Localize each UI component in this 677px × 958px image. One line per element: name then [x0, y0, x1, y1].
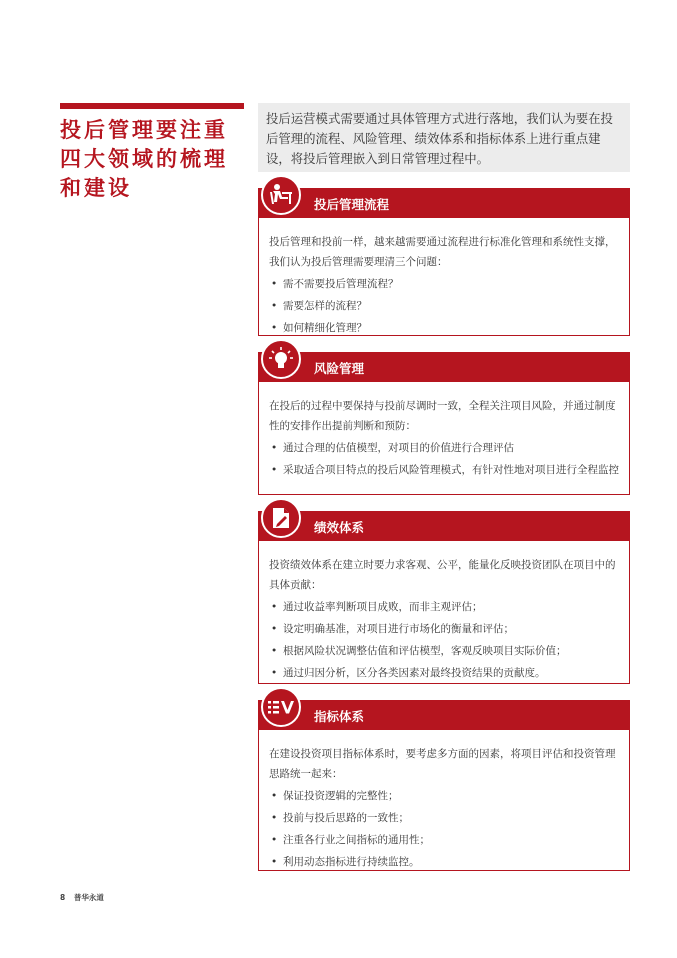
bullet-item: • 通过收益率判断项目成败，而非主观评估； — [269, 597, 619, 617]
section-text: 投资绩效体系在建立时要力求客观、公平，能量化反映投资团队在项目中的具体贡献： — [269, 559, 616, 591]
lightbulb-icon — [261, 339, 301, 379]
brand-name: 普华永道 — [73, 893, 104, 902]
page-footer — [60, 892, 104, 903]
page-title — [60, 116, 250, 203]
title-rule — [60, 103, 244, 109]
bullet-list — [269, 438, 619, 480]
bullet-item: • 利用动态指标进行持续监控。 — [269, 852, 619, 872]
bullet-item: • 保证投资逻辑的完整性； — [269, 786, 619, 806]
bullet-item: • 投前与投后思路的一致性； — [269, 808, 619, 828]
section-text: 在投后的过程中要保持与投前尽调时一致，全程关注项目风险，并通过制度性的安排作出提前判断和预防： — [269, 400, 616, 432]
section-title: 风险管理 — [314, 361, 365, 376]
section-card-risk — [258, 352, 630, 495]
section-body — [259, 218, 629, 348]
bullet-item: • 采取适合项目特点的投后风险管理模式，有针对性地对项目进行全程监控 — [269, 460, 619, 480]
bullet-list — [269, 274, 619, 338]
document-pen-icon — [261, 498, 301, 538]
section-title: 投后管理流程 — [314, 197, 390, 212]
bullet-item: • 通过归因分析，区分各类因素对最终投资结果的贡献度。 — [269, 663, 619, 683]
section-header — [259, 511, 629, 541]
section-header — [259, 352, 629, 382]
section-card-performance — [258, 511, 630, 684]
section-title: 绩效体系 — [314, 520, 365, 535]
section-card-indicators — [258, 700, 630, 871]
section-title: 指标体系 — [314, 709, 365, 724]
section-header — [259, 700, 629, 730]
bullet-item: • 如何精细化管理？ — [269, 318, 619, 338]
page-title-line-1: 投后管理要注重 — [60, 118, 228, 142]
page-number: 8 — [60, 893, 66, 902]
section-body — [259, 382, 629, 490]
section-header — [259, 188, 629, 218]
section-text: 投后管理和投前一样，越来越需要通过流程进行标准化管理和系统性支撑，我们认为投后管理需要理清三个问题： — [269, 236, 616, 268]
bullet-item: • 注重各行业之间指标的通用性； — [269, 830, 619, 850]
section-card-process — [258, 188, 630, 336]
bullet-list — [269, 786, 619, 872]
bullet-item: • 需要怎样的流程？ — [269, 296, 619, 316]
bullet-item: • 需不需要投后管理流程？ — [269, 274, 619, 294]
section-body — [259, 730, 629, 882]
bullet-item: • 通过合理的估值模型，对项目的价值进行合理评估 — [269, 438, 619, 458]
intro-box: 投后运营模式需要通过具体管理方式进行落地，我们认为要在投后管理的流程、风险管理、绩效体系和指标体系上进行重点建设，将投后管理嵌入到日常管理过程中。 — [258, 103, 630, 172]
bullet-item: • 设定明确基准，对项目进行市场化的衡量和评估； — [269, 619, 619, 639]
page-title-line-3: 和建设 — [60, 176, 132, 200]
page-title-line-2: 四大领域的梳理 — [60, 147, 228, 171]
bullet-item: • 根据风险状况调整估值和评估模型，客观反映项目实际价值； — [269, 641, 619, 661]
list-ev-icon — [261, 687, 301, 727]
person-desk-icon — [261, 175, 301, 215]
bullet-list — [269, 597, 619, 683]
section-text: 在建设投资项目指标体系时，要考虑多方面的因素，将项目评估和投资管理思路统一起来： — [269, 748, 616, 780]
section-body — [259, 541, 629, 693]
